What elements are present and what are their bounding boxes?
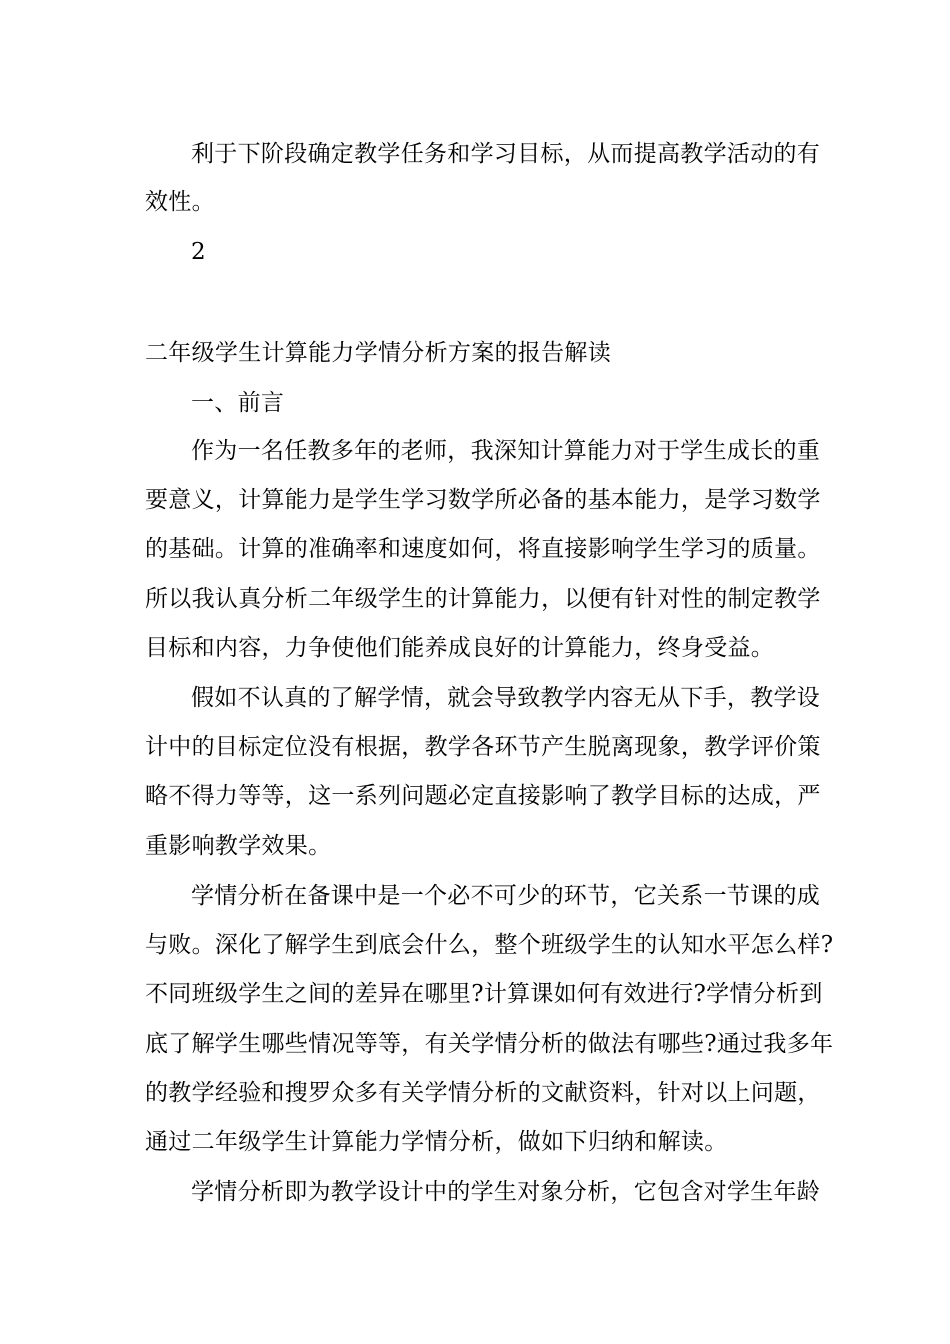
paragraph-line: 底了解学生哪些情况等等，有关学情分析的做法有哪些?通过我多年: [145, 1031, 834, 1057]
paragraph-line: 所以我认真分析二年级学生的计算能力，以便有针对性的制定教学: [145, 586, 821, 612]
page-number: 2: [191, 239, 206, 265]
paragraph-line: 略不得力等等，这一系列问题必定直接影响了教学目标的达成，严: [145, 783, 821, 809]
paragraph-line: 的基础。计算的准确率和速度如何，将直接影响学生学习的质量。: [145, 536, 821, 562]
paragraph-line: 作为一名任教多年的老师，我深知计算能力对于学生成长的重: [191, 438, 821, 464]
paragraph-line: 假如不认真的了解学情，就会导致教学内容无从下手，教学设: [191, 685, 821, 711]
paragraph-line: 的教学经验和搜罗众多有关学情分析的文献资料，针对以上问题，: [145, 1080, 821, 1106]
paragraph-line: 要意义，计算能力是学生学习数学所必备的基本能力，是学习数学: [145, 487, 821, 513]
paragraph-line: 不同班级学生之间的差异在哪里?计算课如何有效进行?学情分析到: [145, 981, 823, 1007]
paragraph-line: 通过二年级学生计算能力学情分析，做如下归纳和解读。: [145, 1129, 728, 1155]
paragraph-line: 重影响教学效果。: [145, 833, 332, 859]
paragraph-line: 计中的目标定位没有根据，教学各环节产生脱离现象，教学评价策: [145, 734, 821, 760]
paragraph-line: 目标和内容，力争使他们能养成良好的计算能力，终身受益。: [145, 635, 775, 661]
paragraph-line: 学情分析即为教学设计中的学生对象分析，它包含对学生年龄: [191, 1179, 821, 1205]
paragraph-line: 学情分析在备课中是一个必不可少的环节，它关系一节课的成: [191, 883, 821, 909]
continuation-line-2: 效性。: [145, 189, 215, 215]
continuation-line-1: 利于下阶段确定教学任务和学习目标，从而提高教学活动的有: [191, 141, 821, 167]
document-title: 二年级学生计算能力学情分析方案的报告解读: [145, 340, 611, 366]
section-heading: 一、前言: [191, 390, 285, 416]
paragraph-line: 与败。深化了解学生到底会什么，整个班级学生的认知水平怎么样?: [145, 932, 834, 958]
